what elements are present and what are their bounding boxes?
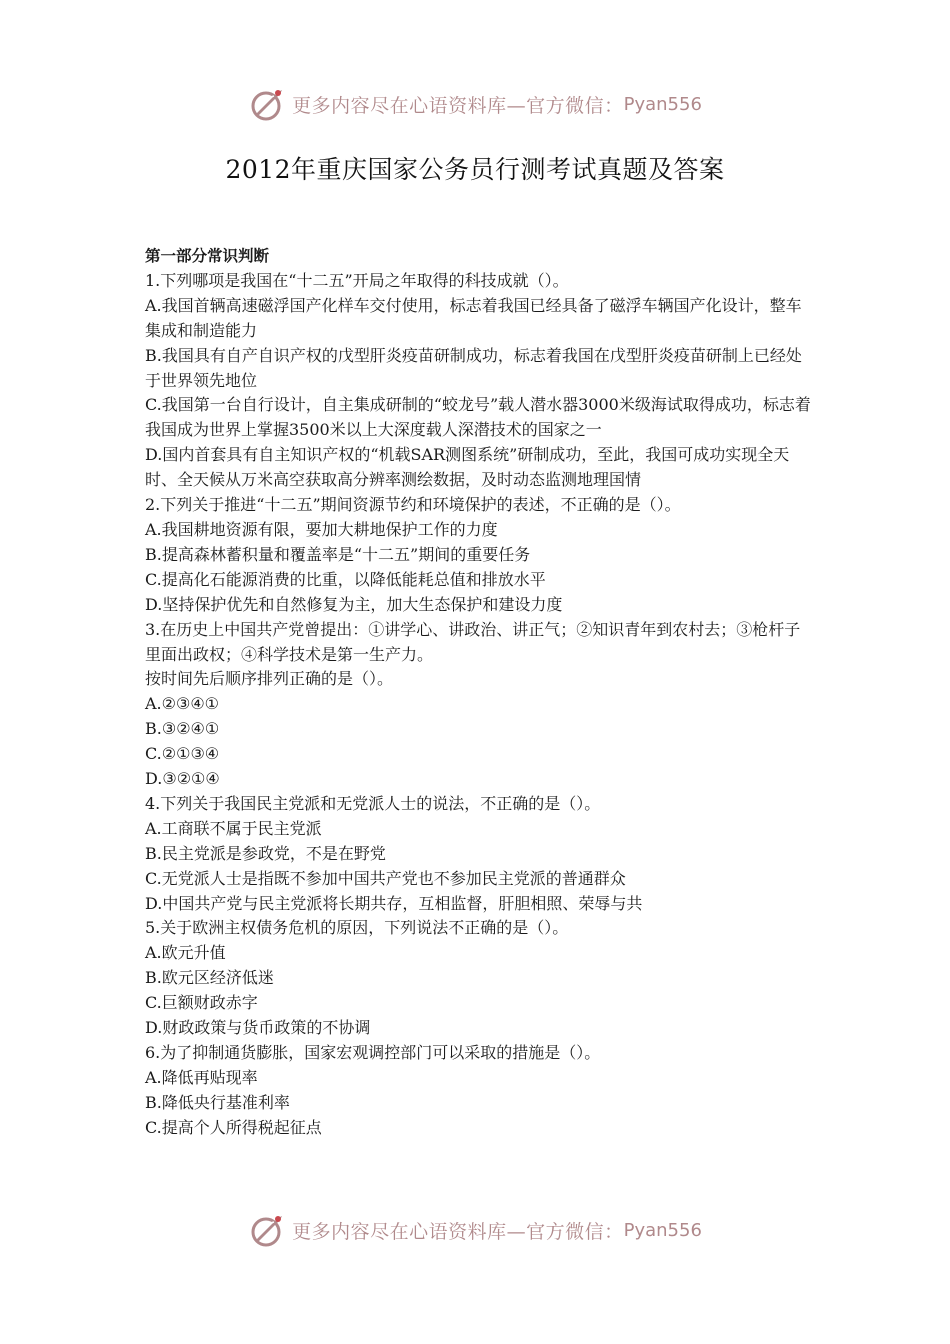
quill-logo-icon xyxy=(248,1210,288,1250)
question-line: 4.下列关于我国民主党派和无党派人士的说法，不正确的是（）。 xyxy=(145,793,601,813)
option-line: D.中国共产党与民主党派将长期共存，互相监督，肝胆相照、荣辱与共 xyxy=(145,893,643,913)
option-line: D.坚持保护优先和自然修复为主，加大生态保护和建设力度 xyxy=(145,594,563,614)
question-line: 3.在历史上中国共产党曾提出：①讲学心、讲政治、讲正气；②知识青年到农村去；③枪杆子里面出政权；④科学技术是第一生产力。 xyxy=(145,619,801,664)
option-line: C.巨额财政赤字 xyxy=(145,993,258,1013)
watermark-banner-bottom xyxy=(0,1208,950,1252)
option-line: C.无党派人士是指既不参加中国共产党也不参加民主党派的普通群众 xyxy=(145,868,626,888)
option-line: B.降低央行基准利率 xyxy=(145,1092,290,1112)
option-line: B.民主党派是参政党，不是在野党 xyxy=(145,843,386,863)
question-line: 1.下列哪项是我国在“十二五”开局之年取得的科技成就（）。 xyxy=(145,270,569,290)
option-line: D.财政政策与货币政策的不协调 xyxy=(145,1018,371,1038)
option-line: C.提高个人所得税起征点 xyxy=(145,1117,322,1137)
option-line: A.②③④① xyxy=(145,694,220,714)
watermark-text: 更多内容尽在心语资料库—官方微信： xyxy=(292,94,624,117)
option-line: D.③②①④ xyxy=(145,769,220,789)
section-heading: 第一部分常识判断 xyxy=(145,247,270,265)
option-line: D.国内首套具有自主知识产权的“机载SAR测图系统”研制成功，至此，我国可成功实现全天时、全天候从万米高空获取高分辨率测绘数据，及时动态监测地理国情 xyxy=(145,445,790,490)
option-line: B.提高森林蓄积量和覆盖率是“十二五”期间的重要任务 xyxy=(145,544,531,564)
option-line: A.工商联不属于民主党派 xyxy=(145,818,322,838)
option-line: C.②①③④ xyxy=(145,744,220,764)
question-line: 6.为了抑制通货膨胀，国家宏观调控部门可以采取的措施是（）。 xyxy=(145,1043,601,1062)
question-line: 2.下列关于推进“十二五”期间资源节约和环境保护的表述，不正确的是（）。 xyxy=(145,495,681,515)
option-line: C.提高化石能源消费的比重，以降低能耗总值和排放水平 xyxy=(145,569,546,589)
watermark-handle: Pyan556 xyxy=(623,1219,702,1241)
document-body xyxy=(145,244,813,1141)
option-line: B.③②④① xyxy=(145,719,220,739)
watermark-text: 更多内容尽在心语资料库—官方微信： xyxy=(292,1220,624,1243)
watermark-banner-top xyxy=(0,82,950,126)
option-line: A.我国首辆高速磁浮国产化样车交付使用，标志着我国已经具备了磁浮车辆国产化设计，整车集成和制造能力 xyxy=(145,295,802,340)
quill-logo-icon xyxy=(248,84,288,124)
question-line: 按时间先后顺序排列正确的是（）。 xyxy=(145,669,394,689)
option-line: B.欧元区经济低迷 xyxy=(145,968,274,988)
watermark-handle: Pyan556 xyxy=(623,93,702,115)
question-line: 5.关于欧洲主权债务危机的原因，下列说法不正确的是（）。 xyxy=(145,918,569,938)
option-line: A.我国耕地资源有限，要加大耕地保护工作的力度 xyxy=(145,519,498,539)
option-line: C.我国第一台自行设计，自主集成研制的“蛟龙号”载人潜水器3000米级海试取得成功，标志着我国成为世界上掌握3500米以上大深度载人深潜技术的国家之一 xyxy=(145,395,811,440)
document-title: 2012年重庆国家公务员行测考试真题及答案 xyxy=(225,155,725,184)
option-line: B.我国具有自产自识产权的戊型肝炎疫苗研制成功，标志着我国在戊型肝炎疫苗研制上已经处于世界领先地位 xyxy=(145,345,802,390)
option-line: A.降低再贴现率 xyxy=(145,1067,258,1087)
option-line: A.欧元升值 xyxy=(145,943,226,963)
